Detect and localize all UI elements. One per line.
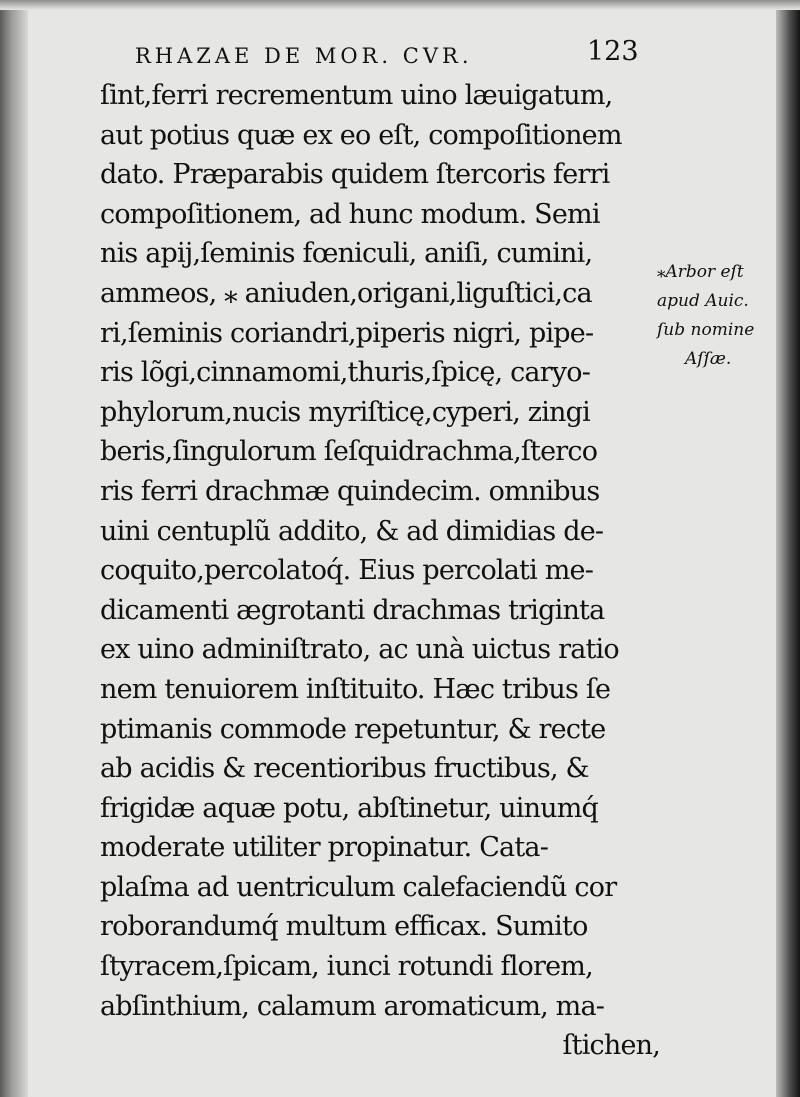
text-line: coquito,percolatoq́. Eius percolati me-: [100, 555, 594, 587]
text-line: dato. Præparabis quidem ſtercoris ferri: [100, 159, 610, 191]
page-edge-top: [0, 0, 800, 10]
text-line: aut potius quæ ex eo eſt, compoſitionem: [100, 119, 622, 151]
text-line: nem tenuiorem inſtituito. Hæc tribus ſe: [100, 673, 611, 705]
text-line: compoſitionem, ad hunc modum. Semi: [100, 198, 600, 230]
text-line: uini centuplũ addito, & ad dimidias de-: [100, 515, 604, 547]
running-head: RHAZAE DE MOR. CVR.: [135, 44, 473, 68]
text-line: dicamenti ægrotanti drachmas triginta: [100, 594, 605, 626]
text-line: ris ferri drachmæ quindecim. omnibus: [100, 475, 600, 507]
text-line: ptimanis commode repetuntur, & recte: [100, 713, 606, 745]
text-line: ris lõgi,cinnamomi,thuris,ſpicę, caryo-: [100, 357, 591, 389]
margin-note-line: ſub nomine: [657, 320, 755, 340]
text-line: frigidæ aquæ potu, abſtinetur, uinumq́: [100, 792, 599, 824]
page-header: [135, 36, 655, 76]
page-number: 123: [587, 36, 639, 67]
text-line: ex uino adminiſtrato, ac unà uictus ratio: [100, 634, 619, 666]
text-line: plaſma ad uentriculum calefaciendũ cor: [100, 871, 617, 903]
text-line: abſinthium, calamum aromaticum, ma-: [100, 990, 605, 1022]
margin-note-line: apud Auic.: [657, 291, 749, 311]
text-line: ab acidis & recentioribus fructibus, &: [100, 753, 589, 785]
text-line: roborandumq́ multum efficax. Sumito: [100, 911, 588, 943]
text-line: beris,ſingulorum ſeſquidrachma,ſterco: [100, 436, 598, 468]
text-line-last: ſtichen,: [562, 1030, 660, 1062]
text-line: moderate utiliter propinatur. Cata-: [100, 832, 549, 864]
page-edge-right: [776, 0, 800, 1097]
text-line: phylorum,nucis myriſticę,cyperi, zingi: [100, 396, 590, 428]
text-line: ſint,ferri recrementum uino læuigatum,: [100, 80, 613, 111]
binding-gutter: [0, 0, 28, 1097]
margin-note: [657, 258, 777, 374]
text-line: nis apij,ſeminis fœniculi, aniſi, cumini,: [100, 238, 593, 270]
text-line: ri,ſeminis coriandri,piperis nigri, pipe-: [100, 317, 594, 349]
margin-note-line: Aſſæ.: [685, 349, 732, 369]
text-line: ammeos, ⁎ aniuden,origani,liguſtici,ca: [100, 277, 592, 309]
main-text-block: [100, 76, 660, 1066]
text-line: ſtyracem,ſpicam, iunci rotundi florem,: [100, 951, 593, 983]
margin-note-line: ⁎Arbor eſt: [657, 262, 744, 282]
